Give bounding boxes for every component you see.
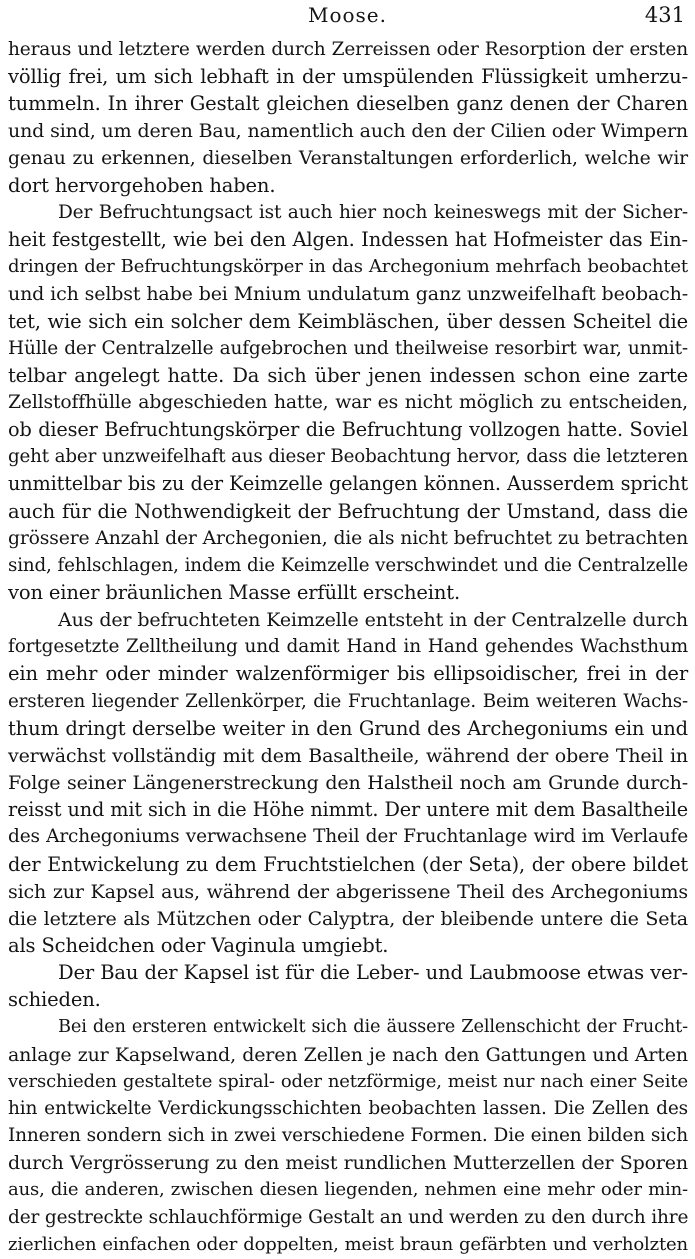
text-line: unmittelbar bis zu der Keimzelle gelangen können. Ausserdem spricht <box>8 472 688 496</box>
text-line: tet, wie sich ein solcher dem Keimbläschen, über dessen Scheitel die <box>8 309 688 333</box>
text-line: und sind, um deren Bau, namentlich auch den der Cilien oder Wimpern <box>8 120 688 143</box>
text-line: tummeln. In ihrer Gestalt gleichen dieselben ganz denen der Charen <box>8 92 688 116</box>
text-line: der gestreckte schlauchförmige Gestalt an und werden zu den durch ihre <box>8 1206 689 1228</box>
text-line: der Entwickelung zu dem Fruchtstielchen (der Seta), der obere bildet <box>8 852 688 876</box>
running-title: Moose. <box>307 3 388 27</box>
text-line: auch für die Nothwendigkeit der Befruchtung der Umstand, dass die <box>8 499 688 523</box>
text-line: des Archegoniums verwachsene Theil der Fruchtanlage wird im Verlaufe <box>8 826 688 848</box>
text-line: fortgesetzte Zelltheilung und damit Hand in Hand gehendes Wachsthum <box>8 636 688 658</box>
page-header <box>0 3 695 33</box>
text-line: Aus der befruchteten Keimzelle entsteht in der Centralzelle durch <box>58 609 688 632</box>
text-line: Der Befruchtungsact ist auch hier noch keineswegs mit der Sicher- <box>58 201 688 223</box>
text-line: Folge seiner Längenerstreckung den Halstheil noch am Grunde durch- <box>8 772 688 794</box>
text-line: verwächst vollständig mit dem Basaltheile, während der obere Theil in <box>8 744 688 767</box>
text-line: hin entwickelte Verdickungsschichten beobachten lassen. Die Zellen des <box>8 1097 688 1119</box>
text-line: telbar angelegt hatte. Da sich über jenen indessen schon eine zarte <box>8 363 688 387</box>
text-line: dort hervorgehoben haben. <box>8 173 276 197</box>
text-line: die letztere als Mützchen oder Calyptra, der bleibende untere die Seta <box>8 907 688 930</box>
text-line: ob dieser Befruchtungskörper die Befruchtung vollzogen hatte. Soviel <box>8 418 688 442</box>
text-line: durch Vergrösserung zu den meist rundlichen Mutterzellen der Sporen <box>8 1152 688 1175</box>
text-line: aus, die anderen, zwischen diesen liegenden, nehmen eine mehr oder min- <box>8 1179 688 1201</box>
text-line: heraus und letztere werden durch Zerreissen oder Resorption der ersten <box>8 39 688 60</box>
text-line: verschieden gestaltete spiral- oder netzförmige, meist nur nach einer Seite <box>8 1070 688 1092</box>
text-line: Inneren sondern sich in zwei verschiedene Formen. Die einen bilden sich <box>8 1125 688 1146</box>
text-line: ersteren liegender Zellenkörper, die Fruchtanlage. Beim weiteren Wachs- <box>8 690 688 712</box>
text-line: Hülle der Centralzelle aufgebrochen und theilweise resorbirt war, unmit- <box>8 337 688 359</box>
text-line: geht aber unzweifelhaft aus dieser Beobachtung hervor, dass die letzteren <box>8 446 688 468</box>
text-line: von einer bräunlichen Masse erfüllt erscheint. <box>8 581 461 604</box>
text-line: als Scheidchen oder Vaginula umgiebt. <box>8 933 389 957</box>
text-line: ein mehr oder minder walzenförmiger bis ellipsoidischer, frei in der <box>8 662 688 686</box>
text-line: grössere Anzahl der Archegonien, die als nicht befruchtet zu betrachten <box>8 527 688 549</box>
text-line: zierlichen einfachen oder doppelten, meist braun gefärbten und verholzten <box>8 1233 688 1255</box>
text-line: Der Bau der Kapsel ist für die Leber- und Laubmoose etwas ver- <box>58 961 688 985</box>
text-line: völlig frei, um sich lebhaft in der umspülenden Flüssigkeit umherzu- <box>8 65 688 89</box>
text-line: sich zur Kapsel aus, während der abgerissene Theil des Archegoniums <box>8 880 688 903</box>
page-number: 431 <box>644 3 685 27</box>
text-line: dringen der Befruchtungskörper in das Archegonium mehrfach beobachtet <box>8 256 688 278</box>
text-line: und ich selbst habe bei Mnium undulatum ganz unzweifelhaft beobach- <box>8 283 688 306</box>
text-line: anlage zur Kapselwand, deren Zellen je nach den Gattungen und Arten <box>8 1043 688 1066</box>
text-line: reisst und mit sich in die Höhe nimmt. Der untere mit dem Basaltheile <box>8 798 688 822</box>
text-line: genau zu erkennen, dieselben Veranstaltungen erforderlich, welche wir <box>8 147 688 169</box>
text-line: sind, fehlschlagen, indem die Keimzelle verschwindet und die Centralzelle <box>8 554 688 576</box>
text-line: heit festgestellt, wie bei den Algen. Indessen hat Hofmeister das Ein- <box>8 228 688 251</box>
text-line: schieden. <box>8 988 101 1012</box>
text-line: Bei den ersteren entwickelt sich die äussere Zellenschicht der Frucht- <box>58 1017 688 1038</box>
text-line: Zellstoffhülle abgeschieden hatte, war es nicht möglich zu entscheiden, <box>8 391 688 413</box>
text-line: thum dringt derselbe weiter in den Grund des Archegoniums ein und <box>8 716 688 740</box>
